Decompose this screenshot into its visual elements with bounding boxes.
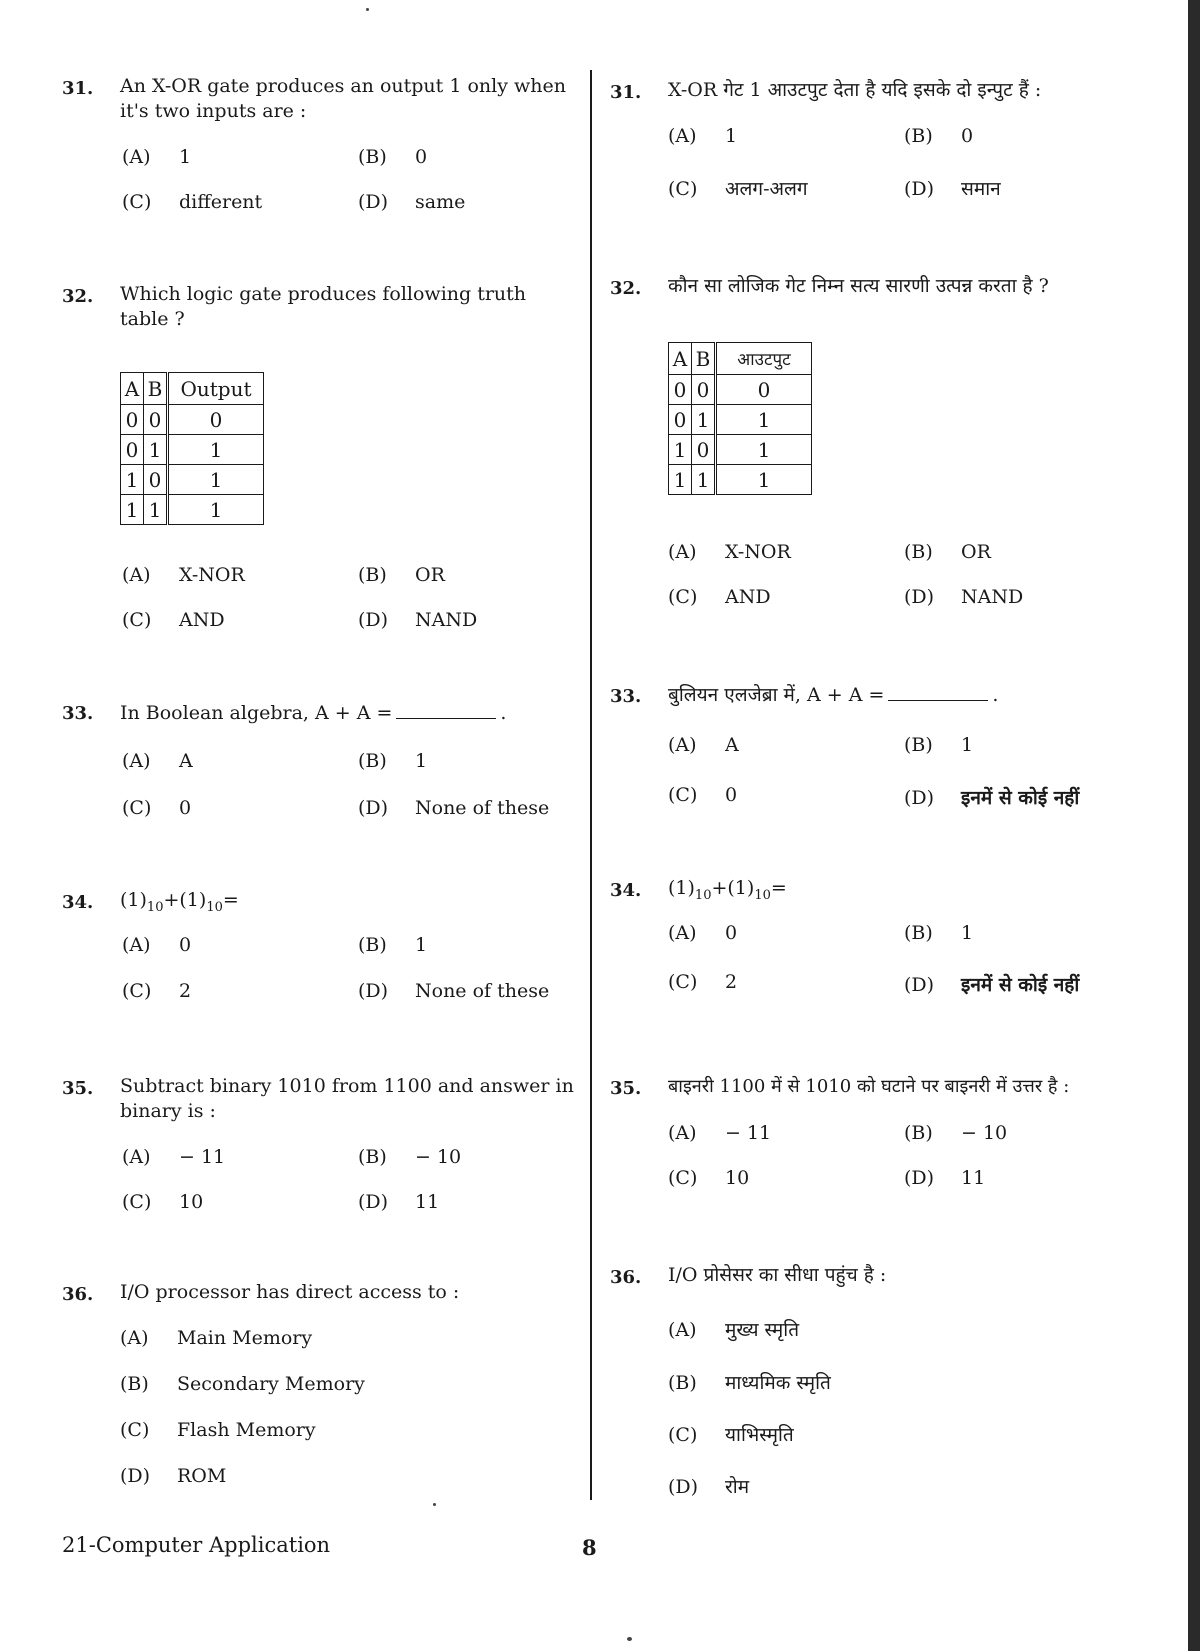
option-d: (D) NAND <box>358 609 478 631</box>
option-d: (D) समान <box>904 178 1001 200</box>
question-text: $(1)_{10}+(1)_{10}=$ <box>668 877 787 903</box>
option-b: (B) 1 <box>358 750 428 772</box>
table-header-row: A B आउटपुट <box>669 343 812 375</box>
question-text: $(1)_{10}+(1)_{10}=$ <box>120 889 239 915</box>
table-row: 0 1 1 <box>121 435 264 465</box>
option-a: (A) Main Memory <box>120 1327 313 1349</box>
question-number: 36. <box>610 1267 642 1288</box>
option-b: (B) Secondary Memory <box>120 1373 365 1395</box>
page-number: 8 <box>582 1535 597 1560</box>
question-number: 35. <box>610 1078 642 1099</box>
option-a: (A) A <box>668 734 739 756</box>
option-c: (C) 0 <box>668 784 738 806</box>
scan-speck <box>433 1503 436 1506</box>
table-row: 0 0 0 <box>669 375 812 405</box>
question-number: 31. <box>62 78 94 99</box>
question-number: 34. <box>62 892 94 913</box>
option-a: (A) X-NOR <box>122 564 245 586</box>
question-text: बुलियन एलजेब्रा में, A + A = . <box>668 684 999 706</box>
option-c: (C) AND <box>668 586 771 608</box>
question-number: 32. <box>610 278 642 299</box>
option-b: (B) OR <box>904 541 991 563</box>
question-text: In Boolean algebra, A + A = . <box>120 702 507 724</box>
option-b: (B) 0 <box>904 125 974 147</box>
question-text: बाइनरी 1100 में से 1010 को घटाने पर बाइनरी में उत्तर है : <box>668 1076 1070 1097</box>
question-number: 33. <box>610 686 642 707</box>
option-b: (B) 1 <box>904 922 974 944</box>
option-d: (D) 11 <box>904 1167 986 1189</box>
answer-blank <box>888 682 988 701</box>
option-d: (D) ROM <box>120 1465 227 1487</box>
scan-speck <box>627 1637 632 1641</box>
question-text: X-OR गेट 1 आउटपुट देता है यदि इसके दो इन्पुट हैं : <box>668 79 1042 101</box>
question-number: 32. <box>62 286 94 307</box>
subject-label: 21-Computer Application <box>62 1533 331 1557</box>
option-d: (D) None of these <box>358 980 550 1002</box>
option-c: (C) 10 <box>668 1167 750 1189</box>
option-a: (A) 0 <box>122 934 192 956</box>
truth-table <box>120 372 264 525</box>
option-a: (A) 1 <box>668 125 738 147</box>
option-c: (C) AND <box>122 609 225 631</box>
question-text: कौन सा लोजिक गेट निम्न सत्य सारणी उत्पन्न करता है ? <box>668 275 1049 297</box>
option-c: (C) 2 <box>122 980 192 1002</box>
table-row: 0 1 1 <box>669 405 812 435</box>
option-b: (B) 0 <box>358 146 428 168</box>
question-number: 31. <box>610 82 642 103</box>
option-b: (B) − 10 <box>358 1146 462 1168</box>
option-a: (A) A <box>122 750 193 772</box>
option-b: (B) माध्यमिक स्मृति <box>668 1372 831 1394</box>
table-row: 1 1 1 <box>121 495 264 525</box>
question-text: An X-OR gate produces an output 1 only when it's two inputs are : <box>120 75 566 122</box>
option-d: (D) इनमें से कोई नहीं <box>904 974 1080 996</box>
option-d: (D) रोम <box>668 1476 750 1498</box>
question-text: Which logic gate produces following truth table ? <box>120 283 527 330</box>
question-number: 34. <box>610 880 642 901</box>
option-d: (D) same <box>358 191 466 213</box>
option-c: (C) 0 <box>122 797 192 819</box>
answer-blank <box>396 700 496 719</box>
table-row: 1 0 1 <box>121 465 264 495</box>
option-a: (A) − 11 <box>668 1122 772 1144</box>
option-c: (C) different <box>122 191 263 213</box>
option-a: (A) X-NOR <box>668 541 791 563</box>
option-c: (C) याभिस्मृति <box>668 1424 794 1446</box>
table-row: 1 0 1 <box>669 435 812 465</box>
table-row: 1 1 1 <box>669 465 812 495</box>
option-a: (A) 1 <box>122 146 192 168</box>
option-c: (C) 10 <box>122 1191 204 1213</box>
option-d: (D) None of these <box>358 797 550 819</box>
question-text: I/O processor has direct access to : <box>120 1281 460 1303</box>
question-number: 36. <box>62 1284 94 1305</box>
option-a: (A) मुख्य स्मृति <box>668 1319 800 1341</box>
option-a: (A) 0 <box>668 922 738 944</box>
scan-speck <box>366 8 369 11</box>
option-d: (D) इनमें से कोई नहीं <box>904 787 1080 809</box>
column-divider <box>590 70 592 1500</box>
option-a: (A) − 11 <box>122 1146 226 1168</box>
option-b: (B) − 10 <box>904 1122 1008 1144</box>
option-b: (B) OR <box>358 564 445 586</box>
option-d: (D) NAND <box>904 586 1024 608</box>
option-b: (B) 1 <box>904 734 974 756</box>
option-c: (C) अलग-अलग <box>668 178 808 200</box>
question-text: I/O प्रोसेसर का सीधा पहुंच है : <box>668 1264 887 1286</box>
question-number: 33. <box>62 703 94 724</box>
table-header-row: A B Output <box>121 373 264 405</box>
truth-table <box>668 342 812 495</box>
option-c: (C) Flash Memory <box>120 1419 316 1441</box>
table-row: 0 0 0 <box>121 405 264 435</box>
question-text: Subtract binary 1010 from 1100 and answer in binary is : <box>120 1075 574 1122</box>
option-b: (B) 1 <box>358 934 428 956</box>
option-d: (D) 11 <box>358 1191 440 1213</box>
question-number: 35. <box>62 1078 94 1099</box>
page-edge-strip <box>1188 0 1200 1651</box>
option-c: (C) 2 <box>668 971 738 993</box>
